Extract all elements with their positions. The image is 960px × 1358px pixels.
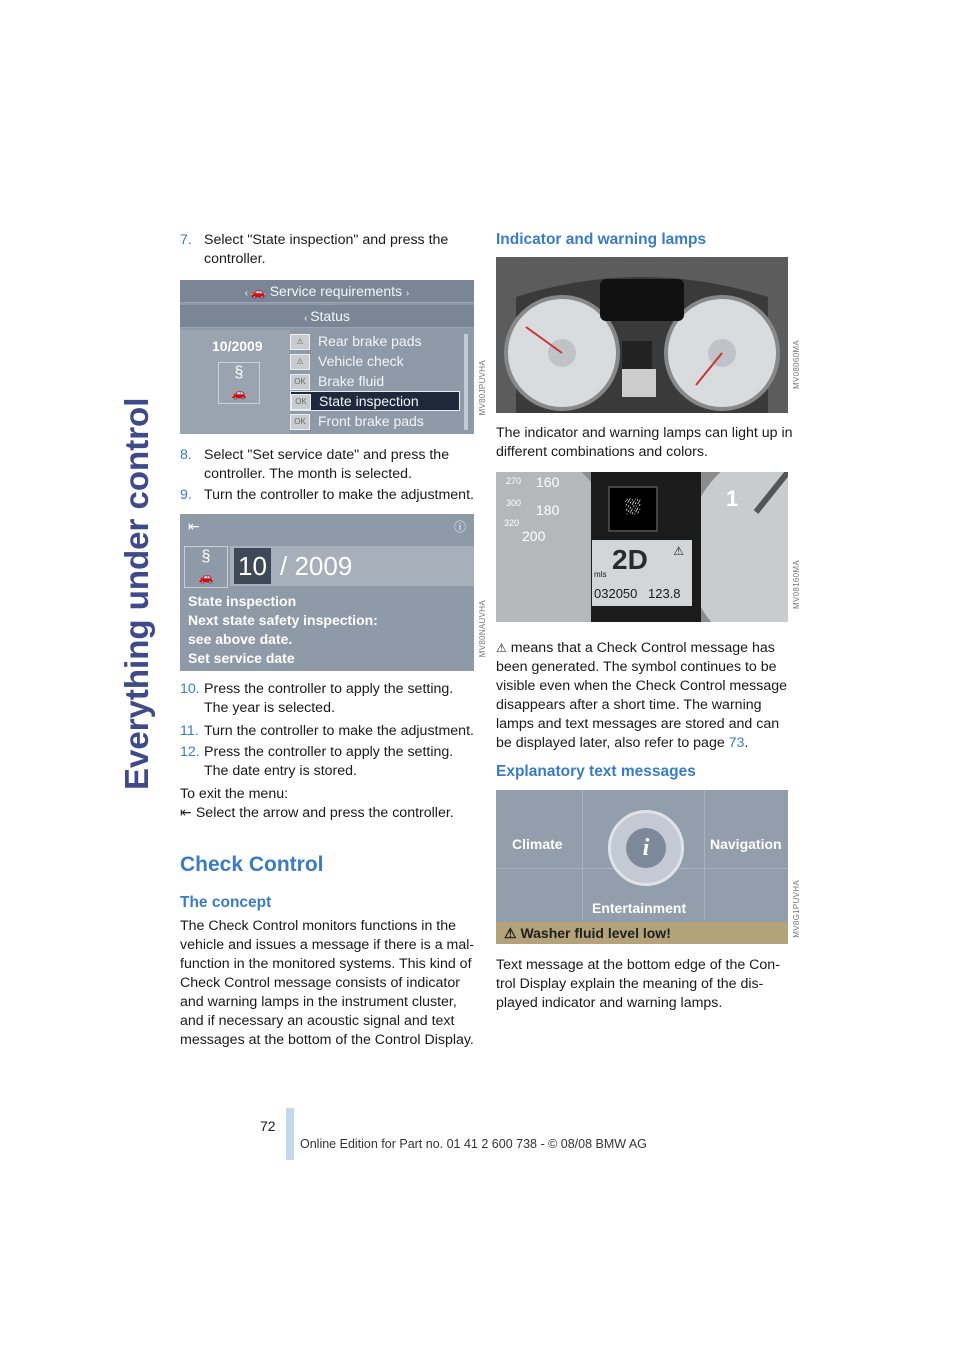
subsection-heading: The concept — [180, 894, 272, 911]
top-bar-label: Service requirements — [269, 283, 402, 299]
exit-text: Select the arrow and press the controller. — [195, 805, 454, 821]
step-text: Select "State inspection" and press the controller. — [204, 232, 449, 267]
list-item[interactable] — [290, 372, 384, 390]
step-7 — [180, 231, 480, 269]
warning-lamp-closeup — [496, 472, 788, 622]
concept-paragraph: The Check Control monitors functions in the vehicle and issues a message if there is a mal-function in the monitored systems. This kind of Check Control message consists of indicator and warning lamps in the instrument cluster, and if necessary an acoustic signal and text messages at the bottom of the Control Display. — [180, 918, 475, 1048]
info-text — [188, 592, 378, 668]
ok-icon: OK — [291, 394, 311, 410]
item-label: Front brake pads — [318, 413, 424, 429]
back-arrow-icon: ⇤ — [180, 805, 192, 821]
exit-intro: To exit the menu: — [180, 786, 289, 802]
info-line: see above date. — [188, 631, 293, 647]
instrument-cluster-drawing — [496, 257, 788, 413]
step-text: Select "Set service date" and press the controller. The month is selected. — [204, 447, 450, 482]
trip-meter: 123.8 — [648, 586, 681, 601]
figure-code: MV08060MA — [792, 340, 801, 389]
speed-label: 300 — [506, 498, 522, 508]
step-10 — [180, 680, 480, 718]
check-control-icon: ⚠ — [673, 544, 684, 558]
screen-service-requirements — [180, 280, 474, 434]
month-value[interactable]: 10 — [234, 548, 271, 584]
list-item[interactable] — [290, 332, 422, 350]
idrive-menu-figure — [496, 790, 788, 944]
figure-code: MV8G1PUVHA — [792, 880, 801, 938]
status-panel — [180, 330, 290, 434]
grid-line — [704, 790, 705, 920]
speed-label: 270 — [506, 476, 522, 486]
set-service-date-option[interactable]: Set service date — [188, 650, 295, 666]
warning-text: Washer fluid level low! — [520, 925, 671, 941]
washer-fluid-icon: ⛆ — [608, 486, 658, 532]
menu-navigation[interactable]: Navigation — [710, 836, 782, 852]
subsection-heading: Explanatory text messages — [496, 763, 696, 780]
step-number: 7. — [180, 232, 192, 248]
second-bar-label: Status — [310, 308, 350, 324]
warning-triangle-icon: ⚠ — [504, 925, 517, 941]
ok-icon: OK — [290, 414, 310, 430]
paragraph-text: means that a Check Control message has been generated. The symbol continues to be visible even when the Check Control message disappears after a short time. The warning lamps and text messages are stored and can be displayed later, also refer to page — [496, 640, 787, 751]
figure-code: MV80JPUVHA — [478, 360, 487, 416]
list-item[interactable] — [290, 412, 424, 430]
unit-label: mls — [594, 570, 607, 579]
back-arrow-icon[interactable]: ⇤ — [188, 518, 200, 534]
info-line: State inspection — [188, 593, 297, 609]
speed-label: 320 — [504, 518, 520, 528]
info-icon[interactable]: ⓘ — [453, 520, 466, 534]
step-number: 10. — [180, 681, 200, 697]
step-8 — [180, 446, 480, 484]
warning-icon: ⚠ — [290, 354, 310, 370]
step-text: Press the controller to apply the setting. The date entry is stored. — [204, 744, 454, 779]
list-item[interactable] — [290, 352, 404, 370]
footer-accent-bar — [286, 1108, 294, 1160]
warning-message-bar — [496, 922, 788, 944]
gear-value: 2D — [612, 544, 648, 575]
scrollbar[interactable] — [464, 334, 468, 430]
item-label: State inspection — [319, 393, 419, 409]
paragraph-end: . — [744, 735, 749, 751]
gear-display — [592, 540, 692, 606]
odometer: 032050 — [594, 586, 638, 601]
exit-instructions — [180, 785, 480, 823]
menu-climate[interactable]: Climate — [512, 836, 563, 852]
page-number: 72 — [260, 1118, 276, 1134]
status-list — [290, 330, 474, 434]
warning-triangle-icon: ⚠ — [496, 641, 507, 655]
paragraph: The indicator and warning lamps can light up in different combinations and colors. — [496, 425, 793, 460]
side-title-text: Everything under control — [118, 397, 155, 790]
section-heading: Check Control — [180, 853, 324, 876]
info-line: Next state safety inspection: — [188, 612, 378, 628]
step-number: 12. — [180, 744, 200, 760]
controller-knob[interactable] — [608, 810, 684, 886]
figure-code: MV80NAUVHA — [478, 600, 487, 658]
ok-icon: OK — [290, 374, 310, 390]
menu-entertainment[interactable]: Entertainment — [592, 900, 687, 916]
date-label: 10/2009 — [212, 338, 263, 354]
step-number: 11. — [180, 723, 199, 739]
step-11 — [180, 722, 480, 741]
step-text: Turn the controller to make the adjustment. — [204, 487, 474, 503]
step-text: Turn the controller to make the adjustment. — [204, 723, 474, 739]
item-label: Vehicle check — [318, 353, 404, 369]
step-text: Press the controller to apply the setting. The year is selected. — [204, 681, 454, 716]
date-field[interactable] — [230, 546, 474, 586]
item-label: Rear brake pads — [318, 333, 422, 349]
page-link[interactable]: 73 — [728, 735, 745, 751]
info-icon: i — [626, 828, 666, 868]
tach-label: 1 — [726, 486, 739, 511]
step-9 — [180, 486, 480, 505]
item-label: Brake fluid — [318, 373, 385, 389]
side-title — [118, 230, 158, 790]
speed-label: 180 — [536, 502, 560, 518]
speed-label: 160 — [536, 474, 560, 490]
warning-icon: ⚠ — [290, 334, 310, 350]
car-section-icon: § 🚗 — [218, 362, 260, 404]
footer-edition: Online Edition for Part no. 01 41 2 600 738 - © 08/08 BMW AG — [300, 1137, 647, 1151]
year-value[interactable]: / 2009 — [280, 551, 353, 581]
screen-set-date — [180, 514, 474, 671]
instrument-cluster-figure — [496, 257, 788, 413]
figure-code: MV08160MA — [792, 560, 801, 609]
step-12 — [180, 743, 480, 781]
list-item-selected[interactable] — [290, 391, 460, 411]
speed-label: 200 — [522, 528, 546, 544]
step-number: 9. — [180, 487, 192, 503]
subsection-heading: Indicator and warning lamps — [496, 231, 707, 248]
top-bar: ‹ 🚗 Service requirements › — [180, 280, 474, 303]
grid-line — [582, 790, 583, 920]
paragraph: Text message at the bottom edge of the Con-trol Display explain the meaning of the dis-played indicator and warning lamps. — [496, 957, 780, 1011]
step-number: 8. — [180, 447, 192, 463]
car-section-icon: § 🚗 — [184, 546, 228, 588]
check-control-paragraph — [496, 639, 796, 753]
second-bar: ‹ Status — [180, 305, 474, 328]
